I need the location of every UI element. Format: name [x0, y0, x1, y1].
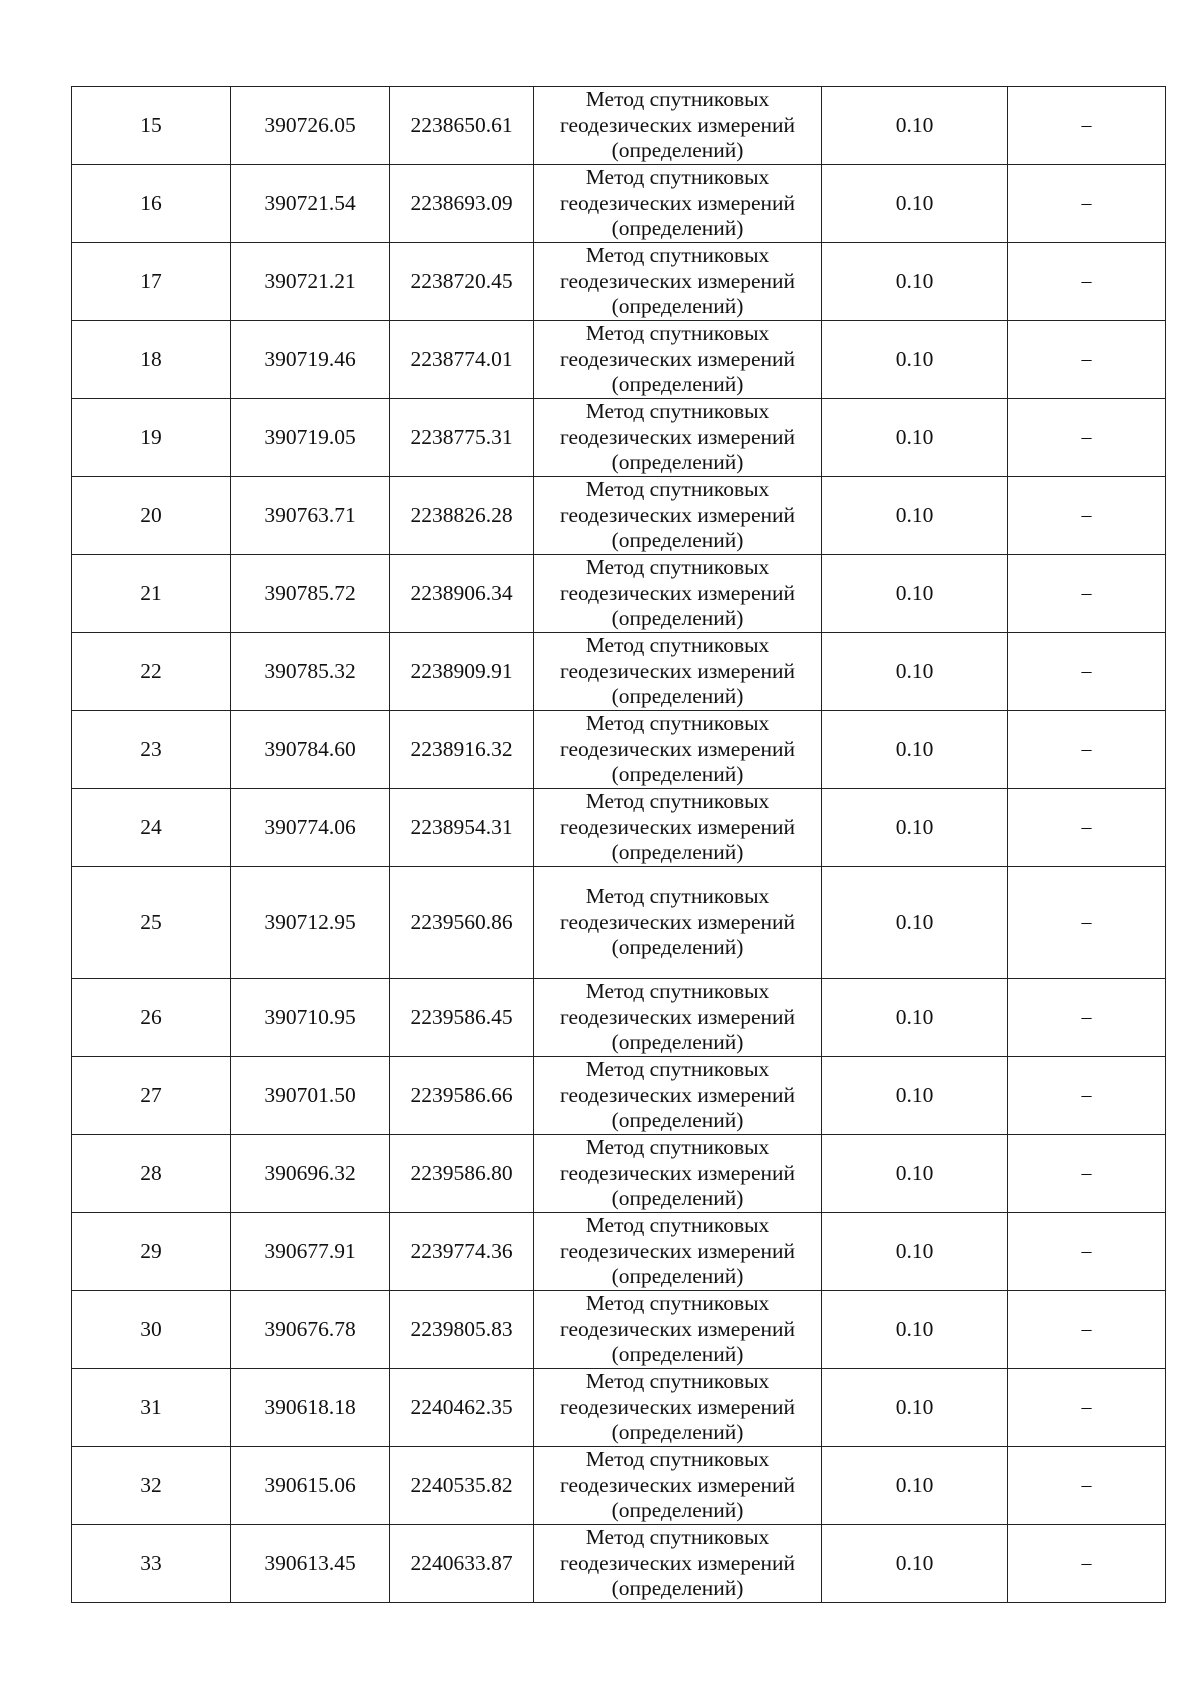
- coordinate-x-cell: 390618.18: [231, 1369, 390, 1447]
- method-cell: [534, 979, 822, 1057]
- table-row: [72, 633, 1166, 711]
- coordinate-x-cell: 390615.06: [231, 1447, 390, 1525]
- coordinates-table-body: [72, 87, 1166, 1603]
- point-number-cell: 21: [72, 555, 231, 633]
- coordinate-y-cell: 2238826.28: [390, 477, 534, 555]
- table-row: [72, 1369, 1166, 1447]
- note-cell: –: [1008, 1525, 1166, 1603]
- point-number-cell: 32: [72, 1447, 231, 1525]
- method-line: геодезических измерений: [559, 1394, 796, 1419]
- method-line: геодезических измерений: [559, 580, 796, 605]
- method-line: геодезических измерений: [559, 1316, 796, 1341]
- accuracy-cell: 0.10: [822, 979, 1008, 1057]
- accuracy-cell: 0.10: [822, 399, 1008, 477]
- table-row: [72, 1447, 1166, 1525]
- note-cell: –: [1008, 789, 1166, 867]
- coordinate-y-cell: 2240462.35: [390, 1369, 534, 1447]
- point-number-cell: 33: [72, 1525, 231, 1603]
- coordinate-y-cell: 2239805.83: [390, 1291, 534, 1369]
- point-number-cell: 18: [72, 321, 231, 399]
- note-cell: –: [1008, 633, 1166, 711]
- method-cell: [534, 1291, 822, 1369]
- method-line: (определений): [611, 528, 744, 553]
- accuracy-cell: 0.10: [822, 1369, 1008, 1447]
- method-cell: [534, 321, 822, 399]
- coordinate-x-cell: 390721.21: [231, 243, 390, 321]
- point-number-cell: 30: [72, 1291, 231, 1369]
- table-row: [72, 399, 1166, 477]
- point-number-cell: 31: [72, 1369, 231, 1447]
- method-cell: [534, 399, 822, 477]
- method-cell: [534, 867, 822, 979]
- coordinate-y-cell: 2239774.36: [390, 1213, 534, 1291]
- method-line: (определений): [611, 216, 744, 241]
- method-line: геодезических измерений: [559, 736, 796, 761]
- method-cell: [534, 477, 822, 555]
- note-cell: –: [1008, 979, 1166, 1057]
- coordinate-y-cell: 2239586.80: [390, 1135, 534, 1213]
- method-line: Метод спутниковых: [585, 243, 770, 268]
- method-line: Метод спутниковых: [585, 399, 770, 424]
- coordinate-y-cell: 2238906.34: [390, 555, 534, 633]
- method-line: геодезических измерений: [559, 502, 796, 527]
- method-cell: [534, 1135, 822, 1213]
- method-line: (определений): [611, 372, 744, 397]
- coordinate-y-cell: 2238650.61: [390, 87, 534, 165]
- coordinate-x-cell: 390726.05: [231, 87, 390, 165]
- method-line: геодезических измерений: [559, 909, 796, 934]
- table-row: [72, 243, 1166, 321]
- note-cell: –: [1008, 1447, 1166, 1525]
- method-line: геодезических измерений: [559, 658, 796, 683]
- coordinate-x-cell: 390784.60: [231, 711, 390, 789]
- table-row: [72, 555, 1166, 633]
- coordinate-x-cell: 390719.05: [231, 399, 390, 477]
- coordinate-x-cell: 390701.50: [231, 1057, 390, 1135]
- method-cell: [534, 633, 822, 711]
- method-line: (определений): [611, 1264, 744, 1289]
- note-cell: –: [1008, 711, 1166, 789]
- point-number-cell: 19: [72, 399, 231, 477]
- note-cell: –: [1008, 867, 1166, 979]
- method-cell: [534, 789, 822, 867]
- method-line: (определений): [611, 762, 744, 787]
- method-line: геодезических измерений: [559, 814, 796, 839]
- method-cell: [534, 711, 822, 789]
- accuracy-cell: 0.10: [822, 555, 1008, 633]
- method-line: Метод спутниковых: [585, 87, 770, 112]
- method-line: геодезических измерений: [559, 1082, 796, 1107]
- note-cell: –: [1008, 1369, 1166, 1447]
- method-line: Метод спутниковых: [585, 884, 770, 909]
- accuracy-cell: 0.10: [822, 1213, 1008, 1291]
- method-cell: [534, 243, 822, 321]
- table-row: [72, 321, 1166, 399]
- table-row: [72, 1135, 1166, 1213]
- accuracy-cell: 0.10: [822, 867, 1008, 979]
- table-row: [72, 1291, 1166, 1369]
- table-row: [72, 711, 1166, 789]
- coordinate-x-cell: 390763.71: [231, 477, 390, 555]
- method-line: Метод спутниковых: [585, 1057, 770, 1082]
- coordinate-y-cell: 2238954.31: [390, 789, 534, 867]
- coordinate-y-cell: 2240633.87: [390, 1525, 534, 1603]
- point-number-cell: 16: [72, 165, 231, 243]
- coordinate-y-cell: 2239586.45: [390, 979, 534, 1057]
- coordinate-x-cell: 390710.95: [231, 979, 390, 1057]
- method-line: (определений): [611, 840, 744, 865]
- method-line: Метод спутниковых: [585, 1213, 770, 1238]
- method-line: (определений): [611, 1498, 744, 1523]
- method-line: Метод спутниковых: [585, 789, 770, 814]
- note-cell: –: [1008, 321, 1166, 399]
- method-cell: [534, 1213, 822, 1291]
- method-line: Метод спутниковых: [585, 633, 770, 658]
- table-row: [72, 165, 1166, 243]
- coordinate-y-cell: 2238775.31: [390, 399, 534, 477]
- method-line: геодезических измерений: [559, 1004, 796, 1029]
- coordinate-x-cell: 390712.95: [231, 867, 390, 979]
- accuracy-cell: 0.10: [822, 477, 1008, 555]
- method-line: геодезических измерений: [559, 190, 796, 215]
- coordinate-y-cell: 2238909.91: [390, 633, 534, 711]
- method-line: геодезических измерений: [559, 346, 796, 371]
- method-line: геодезических измерений: [559, 1238, 796, 1263]
- method-line: Метод спутниковых: [585, 1135, 770, 1160]
- table-row: [72, 1525, 1166, 1603]
- accuracy-cell: 0.10: [822, 1447, 1008, 1525]
- point-number-cell: 25: [72, 867, 231, 979]
- coordinate-x-cell: 390613.45: [231, 1525, 390, 1603]
- point-number-cell: 23: [72, 711, 231, 789]
- coordinate-x-cell: 390721.54: [231, 165, 390, 243]
- accuracy-cell: 0.10: [822, 1057, 1008, 1135]
- method-cell: [534, 87, 822, 165]
- method-line: Метод спутниковых: [585, 1525, 770, 1550]
- method-line: геодезических измерений: [559, 424, 796, 449]
- method-line: (определений): [611, 1030, 744, 1055]
- coordinate-y-cell: 2238720.45: [390, 243, 534, 321]
- accuracy-cell: 0.10: [822, 789, 1008, 867]
- method-cell: [534, 1369, 822, 1447]
- point-number-cell: 15: [72, 87, 231, 165]
- accuracy-cell: 0.10: [822, 321, 1008, 399]
- note-cell: –: [1008, 1057, 1166, 1135]
- accuracy-cell: 0.10: [822, 1135, 1008, 1213]
- method-line: (определений): [611, 1342, 744, 1367]
- table-row: [72, 789, 1166, 867]
- note-cell: –: [1008, 1291, 1166, 1369]
- coordinate-x-cell: 390677.91: [231, 1213, 390, 1291]
- coordinate-y-cell: 2238693.09: [390, 165, 534, 243]
- point-number-cell: 22: [72, 633, 231, 711]
- method-line: (определений): [611, 1186, 744, 1211]
- method-line: геодезических измерений: [559, 1472, 796, 1497]
- note-cell: –: [1008, 1135, 1166, 1213]
- method-cell: [534, 165, 822, 243]
- coordinate-y-cell: 2240535.82: [390, 1447, 534, 1525]
- method-line: (определений): [611, 606, 744, 631]
- table-row: [72, 1057, 1166, 1135]
- method-line: Метод спутниковых: [585, 477, 770, 502]
- note-cell: –: [1008, 1213, 1166, 1291]
- method-line: (определений): [611, 294, 744, 319]
- method-line: Метод спутниковых: [585, 555, 770, 580]
- method-line: (определений): [611, 1576, 744, 1601]
- point-number-cell: 24: [72, 789, 231, 867]
- method-line: Метод спутниковых: [585, 711, 770, 736]
- method-line: геодезических измерений: [559, 112, 796, 137]
- point-number-cell: 26: [72, 979, 231, 1057]
- accuracy-cell: 0.10: [822, 633, 1008, 711]
- coordinate-x-cell: 390696.32: [231, 1135, 390, 1213]
- method-line: (определений): [611, 138, 744, 163]
- note-cell: –: [1008, 399, 1166, 477]
- point-number-cell: 20: [72, 477, 231, 555]
- coordinate-y-cell: 2238774.01: [390, 321, 534, 399]
- method-cell: [534, 555, 822, 633]
- table-row: [72, 979, 1166, 1057]
- table-row: [72, 1213, 1166, 1291]
- table-row: [72, 477, 1166, 555]
- method-line: (определений): [611, 684, 744, 709]
- accuracy-cell: 0.10: [822, 1291, 1008, 1369]
- method-line: Метод спутниковых: [585, 979, 770, 1004]
- method-cell: [534, 1525, 822, 1603]
- method-line: Метод спутниковых: [585, 1369, 770, 1394]
- coordinate-x-cell: 390719.46: [231, 321, 390, 399]
- coordinates-table: [71, 86, 1166, 1603]
- coordinate-x-cell: 390774.06: [231, 789, 390, 867]
- table-row: [72, 867, 1166, 979]
- note-cell: –: [1008, 555, 1166, 633]
- method-line: Метод спутниковых: [585, 1447, 770, 1472]
- coordinate-x-cell: 390785.72: [231, 555, 390, 633]
- method-line: геодезических измерений: [559, 1550, 796, 1575]
- note-cell: –: [1008, 477, 1166, 555]
- method-line: Метод спутниковых: [585, 321, 770, 346]
- coordinate-y-cell: 2239560.86: [390, 867, 534, 979]
- method-cell: [534, 1447, 822, 1525]
- accuracy-cell: 0.10: [822, 243, 1008, 321]
- method-line: Метод спутниковых: [585, 165, 770, 190]
- method-line: (определений): [611, 1420, 744, 1445]
- note-cell: –: [1008, 243, 1166, 321]
- table-row: [72, 87, 1166, 165]
- method-line: геодезических измерений: [559, 1160, 796, 1185]
- coordinate-y-cell: 2239586.66: [390, 1057, 534, 1135]
- note-cell: –: [1008, 165, 1166, 243]
- note-cell: –: [1008, 87, 1166, 165]
- method-line: (определений): [611, 450, 744, 475]
- accuracy-cell: 0.10: [822, 165, 1008, 243]
- accuracy-cell: 0.10: [822, 87, 1008, 165]
- method-line: (определений): [611, 935, 744, 960]
- point-number-cell: 27: [72, 1057, 231, 1135]
- coordinate-x-cell: 390785.32: [231, 633, 390, 711]
- method-cell: [534, 1057, 822, 1135]
- coordinate-x-cell: 390676.78: [231, 1291, 390, 1369]
- point-number-cell: 17: [72, 243, 231, 321]
- point-number-cell: 28: [72, 1135, 231, 1213]
- accuracy-cell: 0.10: [822, 711, 1008, 789]
- method-line: (определений): [611, 1108, 744, 1133]
- method-line: Метод спутниковых: [585, 1291, 770, 1316]
- method-line: геодезических измерений: [559, 268, 796, 293]
- coordinate-y-cell: 2238916.32: [390, 711, 534, 789]
- point-number-cell: 29: [72, 1213, 231, 1291]
- accuracy-cell: 0.10: [822, 1525, 1008, 1603]
